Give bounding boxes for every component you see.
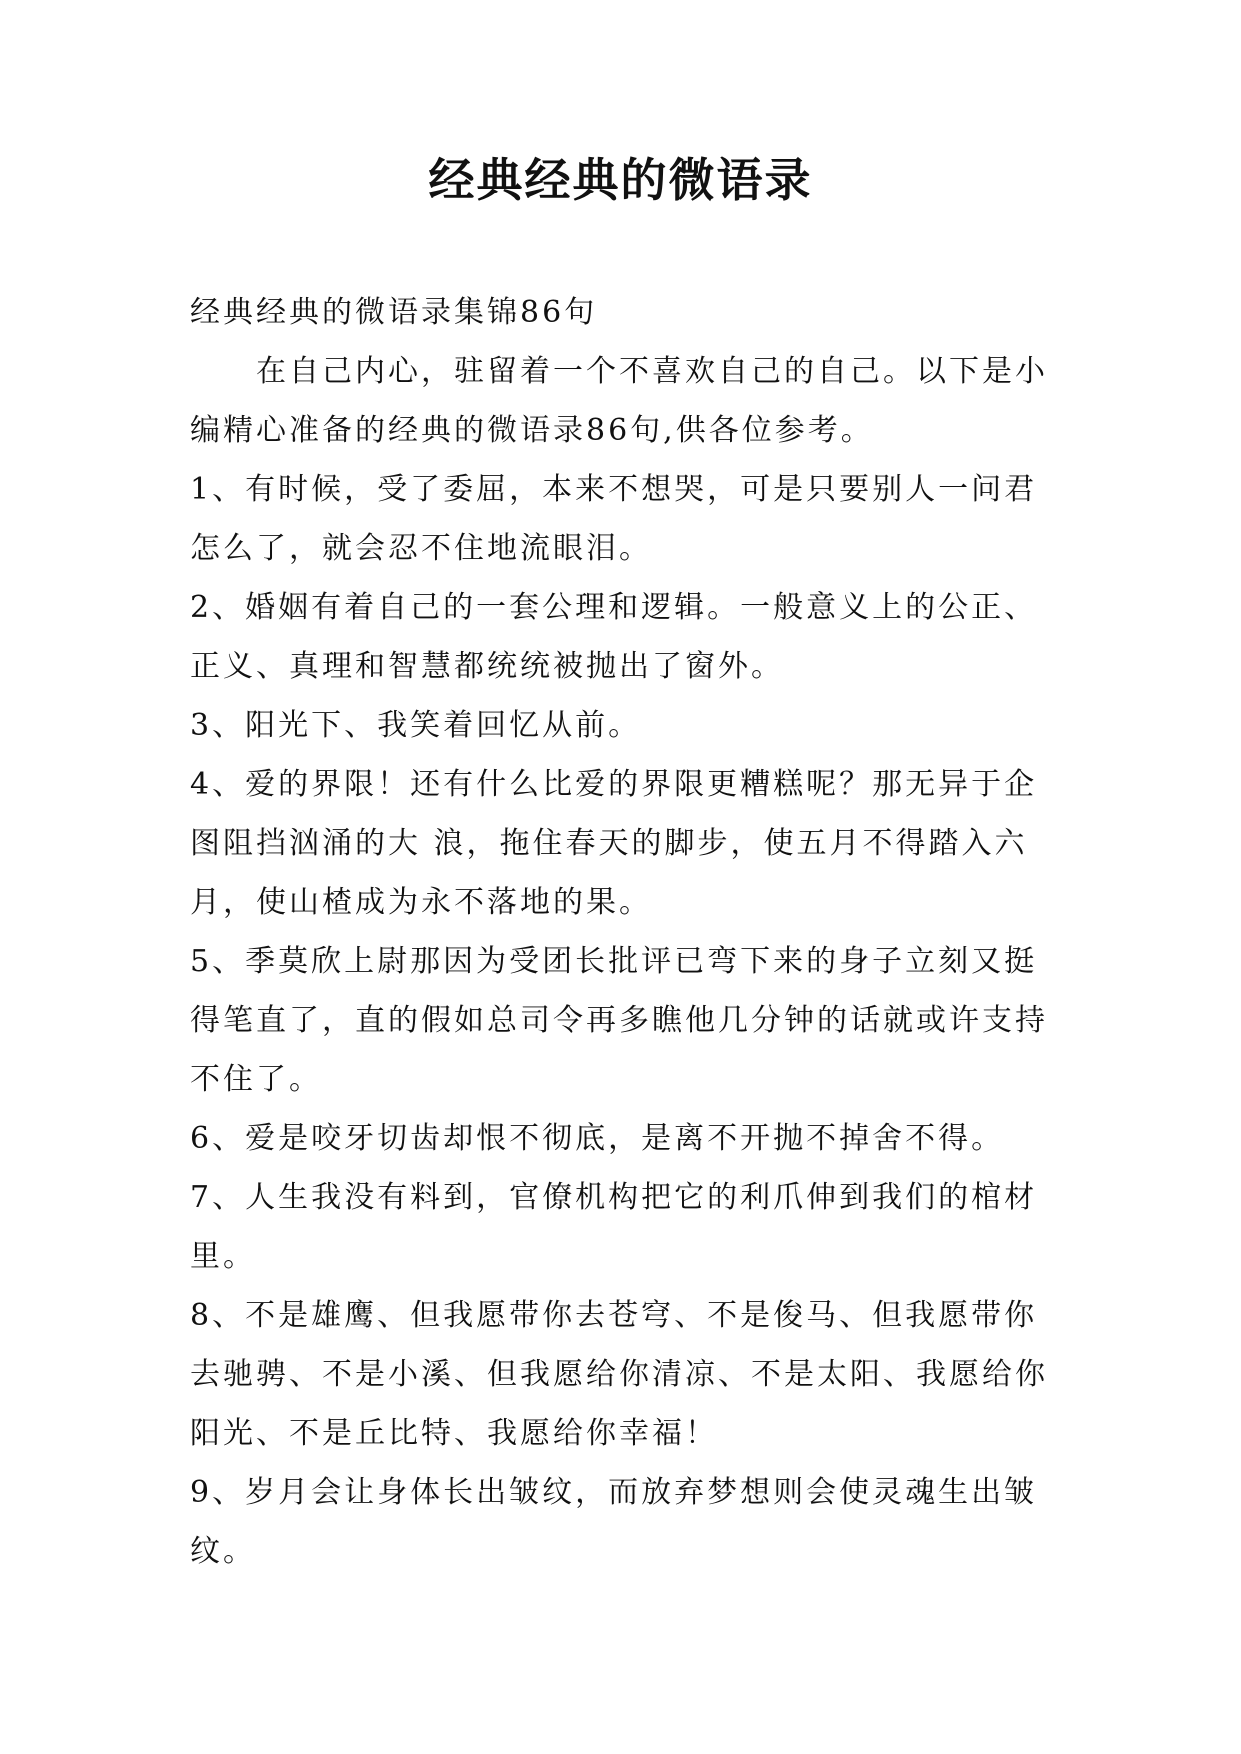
quote-item-1: 1、有时候，受了委屈，本来不想哭，可是只要别人一问君怎么了，就会忍不住地流眼泪。 [190,472,1038,566]
quote-item-5: 5、季莫欣上尉那因为受团长批评已弯下来的身子立刻又挺得笔直了，直的假如总司令再多瞧他几分钟的话就或许支持不住了。 [190,944,1048,1097]
quote-item-7: 7、人生我没有料到，官僚机构把它的利爪伸到我们的棺材里。 [190,1180,1038,1274]
document-body [190,283,1060,1581]
quote-item-8: 8、不是雄鹰、但我愿带你去苍穹、不是俊马、但我愿带你去驰骋、不是小溪、但我愿给你清凉、不是太阳、我愿给你阳光、不是丘比特、我愿给你幸福！ [190,1298,1048,1451]
quote-item-4: 4、爱的界限！还有什么比爱的界限更糟糕呢？那无异于企图阻挡汹涌的大 浪，拖住春天的脚步，使五月不得踏入六月，使山楂成为永不落地的果。 [190,767,1038,920]
intro-paragraph: 在自己内心，驻留着一个不喜欢自己的自己。以下是小编精心准备的经典的微语录86句,供各位参考。 [190,354,1048,448]
document-subtitle: 经典经典的微语录集锦86句 [190,295,598,330]
quote-item-6: 6、爱是咬牙切齿却恨不彻底，是离不开抛不掉舍不得。 [190,1121,1005,1156]
quote-item-9: 9、岁月会让身体长出皱纹，而放弃梦想则会使灵魂生出皱纹。 [190,1475,1038,1569]
document-title: 经典经典的微语录 [428,153,813,207]
quote-item-3: 3、阳光下、我笑着回忆从前。 [190,708,642,743]
quote-item-2: 2、婚姻有着自己的一套公理和逻辑。一般意义上的公正、正义、真理和智慧都统统被抛出了窗外。 [190,590,1038,684]
